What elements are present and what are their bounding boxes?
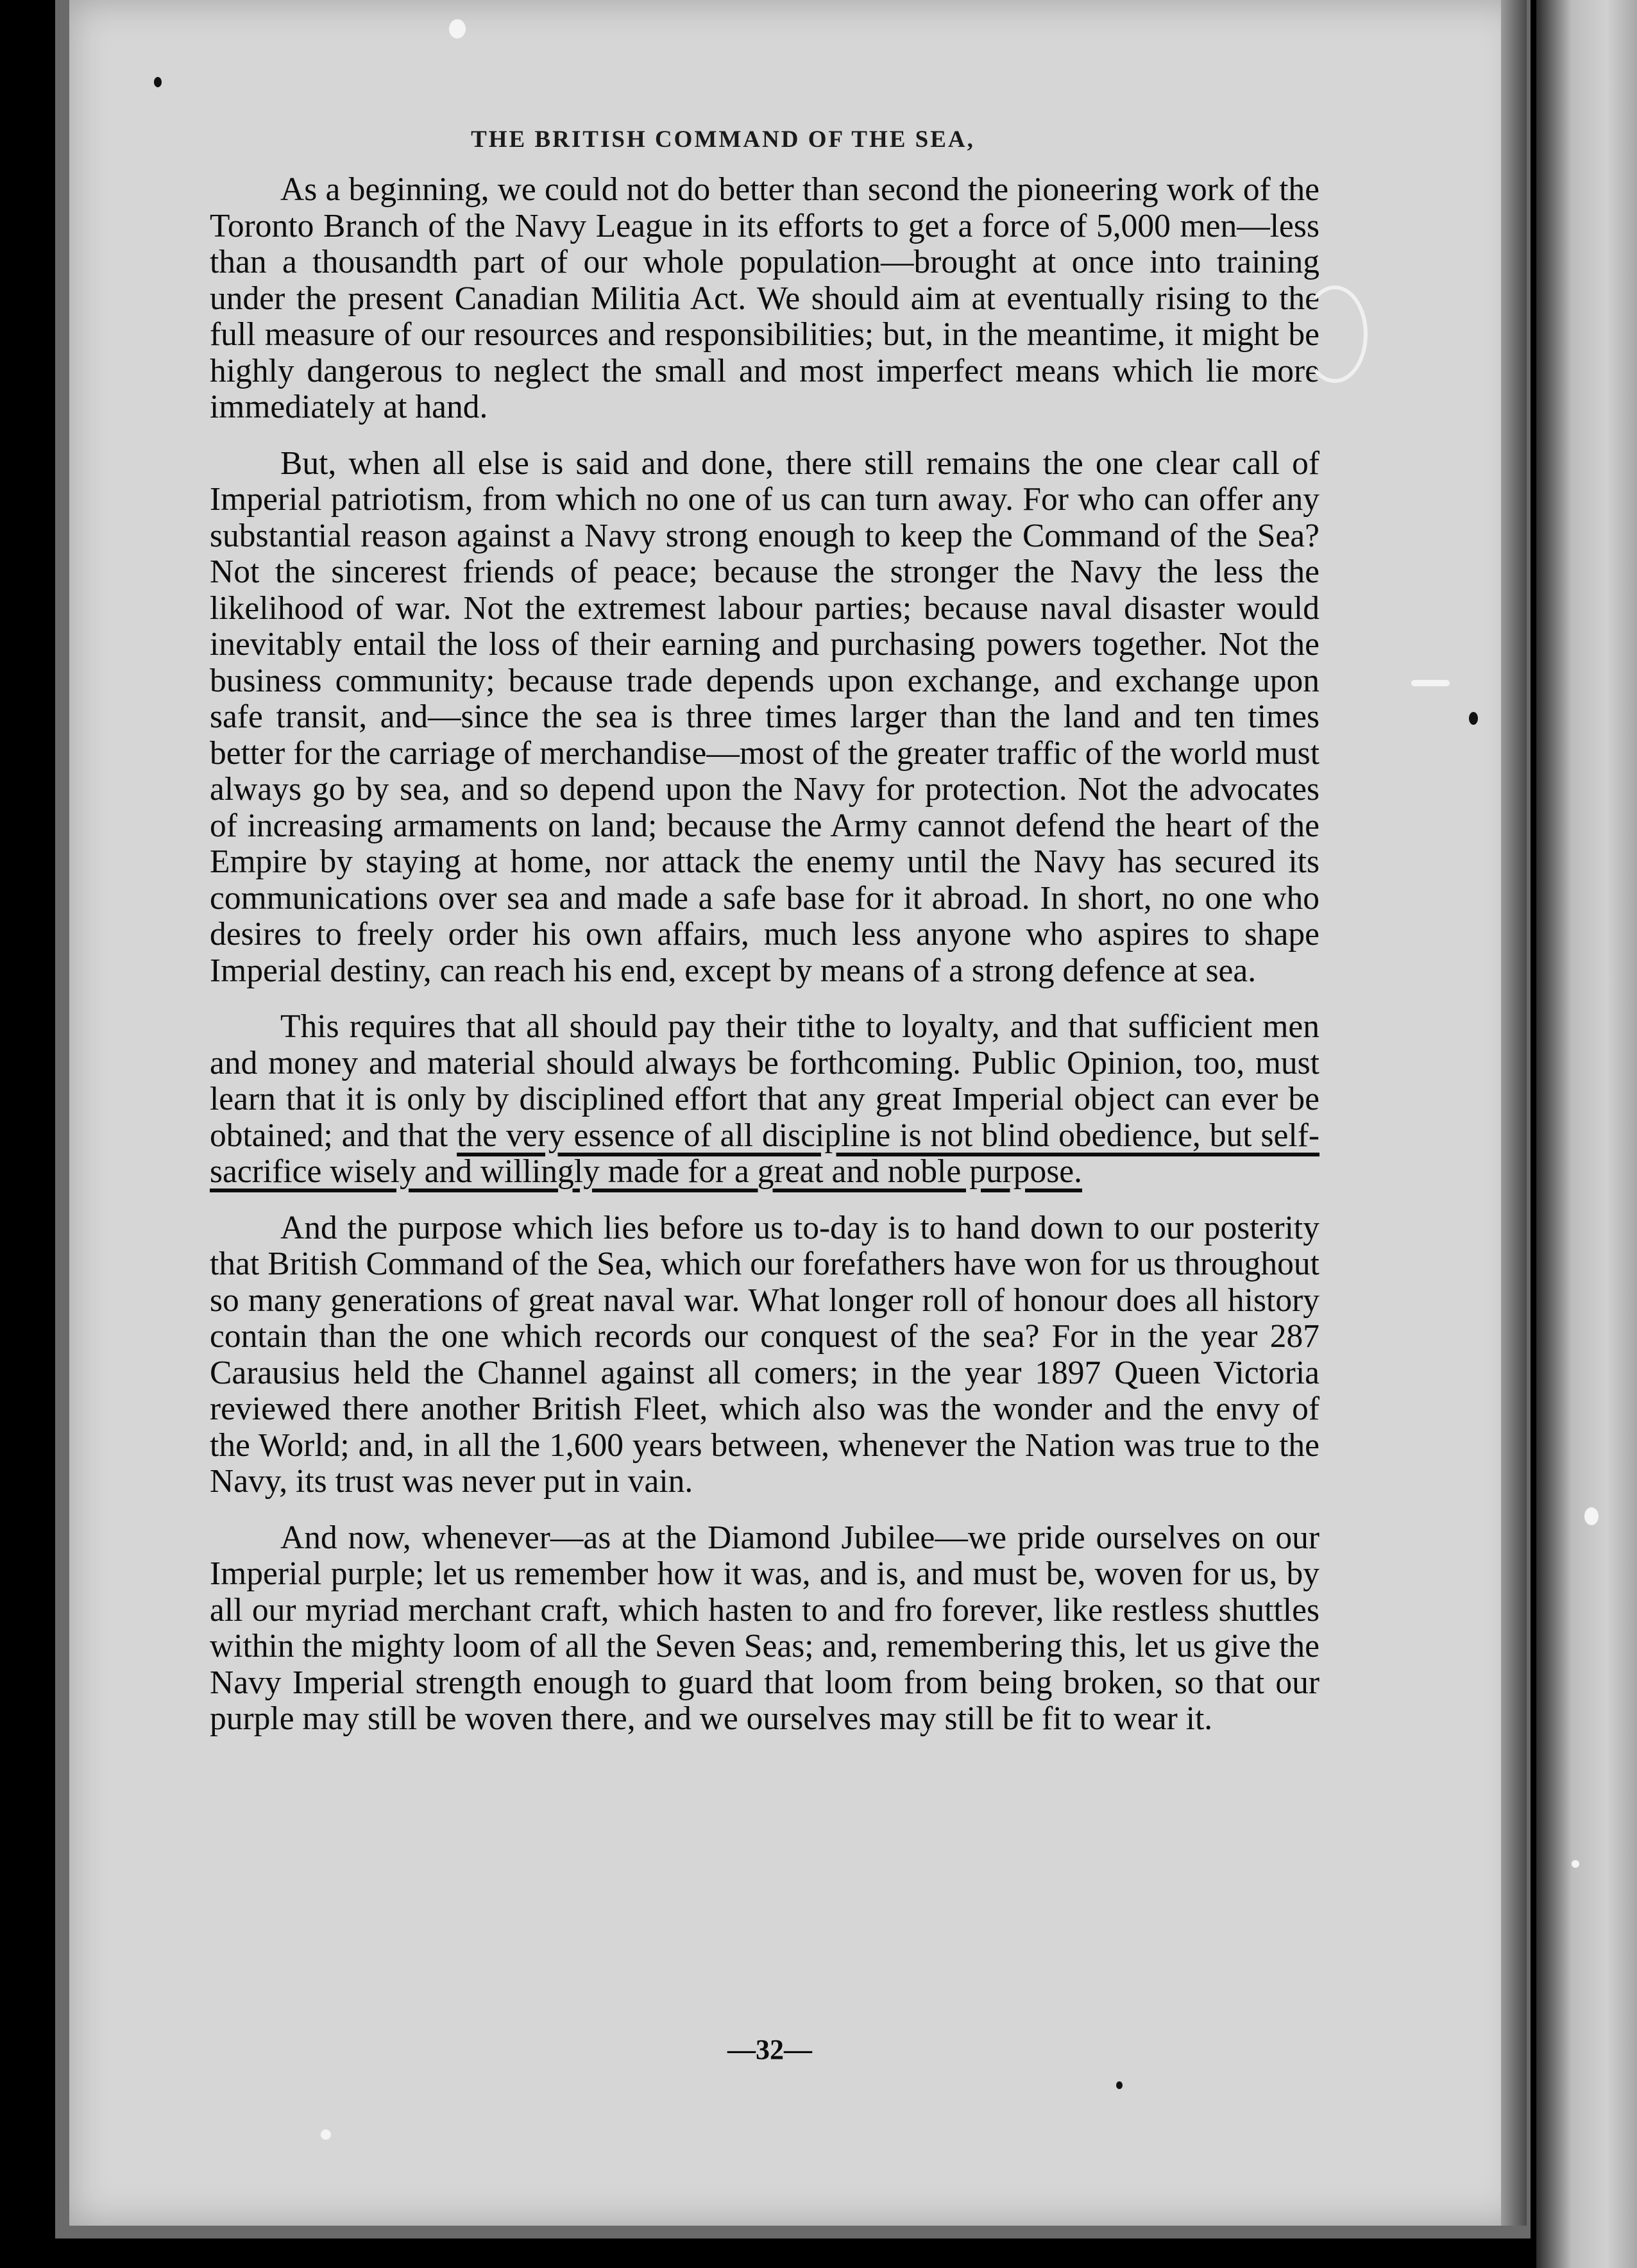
paragraph-3 (210, 1009, 1319, 1190)
scan-speck (1469, 712, 1478, 725)
scan-speck (1116, 2081, 1123, 2089)
paragraph-3-text: This requires that all should pay their tithe to loyalty, and that sufficient men and money and material should always be forthcoming. Public Opinion, too, must learn that it is only by disciplined effort that any great Imperial object can ever be obtained; and that (210, 1008, 1319, 1154)
scan-speck (154, 77, 162, 87)
scan-speck (321, 2129, 331, 2140)
facing-page-edge (1536, 0, 1637, 2268)
scan-speck (449, 19, 466, 38)
running-head: THE BRITISH COMMAND OF THE SEA, (471, 126, 975, 153)
underlined-passage: the very essence of all discipline is not blind obedience, but self-sacrifice wisely and willingly made for a great and noble purpose. (210, 1117, 1319, 1190)
page-number: —32— (727, 2034, 812, 2065)
paragraph-2: But, when all else is said and done, there still remains the one clear call of Imperial patriotism, from which no one of us can turn away. For who can offer any substantial reason against a Navy strong enough to keep the Command of the Sea? Not the sincerest friends of peace; because the stronger the Navy the less the likelihood of war. Not the extremest labour parties; because naval disaster would inevitably entail the loss of their earning and purchasing powers together. Not the business community; because trade depends upon exchange, and exchange upon safe transit, and—since the sea is three times larger than the land and ten times better for the carriage of merchandise—most of the greater traffic of the world must always go by sea, and so depend upon the Navy for protection. Not the advocates of increasing armaments on land; because the Army cannot defend the heart of the Empire by staying at home, nor attack the enemy until the Navy has secured its communications over sea and made a safe base for it abroad. In short, no one who desires to freely order his own affairs, much less anyone who aspires to shape Imperial destiny, can reach his end, except by means of a strong defence at sea. (210, 444, 1319, 989)
book-gutter (1501, 0, 1527, 2226)
paragraph-4: And the purpose which lies before us to-day is to hand down to our posterity that British Command of the Sea, which our forefathers have won for us throughout so many generations of great naval war. What longer roll of honour does all history contain than the one which records our conquest of the sea? For in the year 287 Carausius held the Channel against all comers; in the year 1897 Queen Victoria reviewed there another British Fleet, which also was the wonder and the envy of the World; and, in all the 1,600 years between, whenever the Nation was true to the Navy, its trust was never put in vain. (210, 1209, 1319, 1500)
scan-speck (1302, 285, 1368, 383)
scan-speck (1572, 1860, 1579, 1868)
scan-speck (1411, 680, 1450, 686)
paragraph-5: And now, whenever—as at the Diamond Jubilee—we pride ourselves on our Imperial purple; let us remember how it was, and is, and must be, woven for us, by all our myriad merchant craft, which hasten to and fro forever, like restless shuttles within the mighty loom of all the Seven Seas; and, remembering this, let us give the Navy Imperial strength enough to guard that loom from being broken, so that our purple may still be woven there, and we ourselves may still be fit to wear it. (210, 1519, 1319, 1737)
body-text (210, 172, 1319, 1757)
scan-speck (1584, 1507, 1599, 1525)
paragraph-1: As a beginning, we could not do better than second the pioneering work of the Toronto Branch of the Navy League in its efforts to get a force of 5,000 men—less than a thousandth part of our whole population—brought at once into training under the present Canadian Militia Act. We should aim at eventually rising to the full measure of our resources and responsibilities; but, in the meantime, it might be highly dangerous to neglect the small and most imperfect means which lie more immediately at hand. (210, 171, 1319, 425)
